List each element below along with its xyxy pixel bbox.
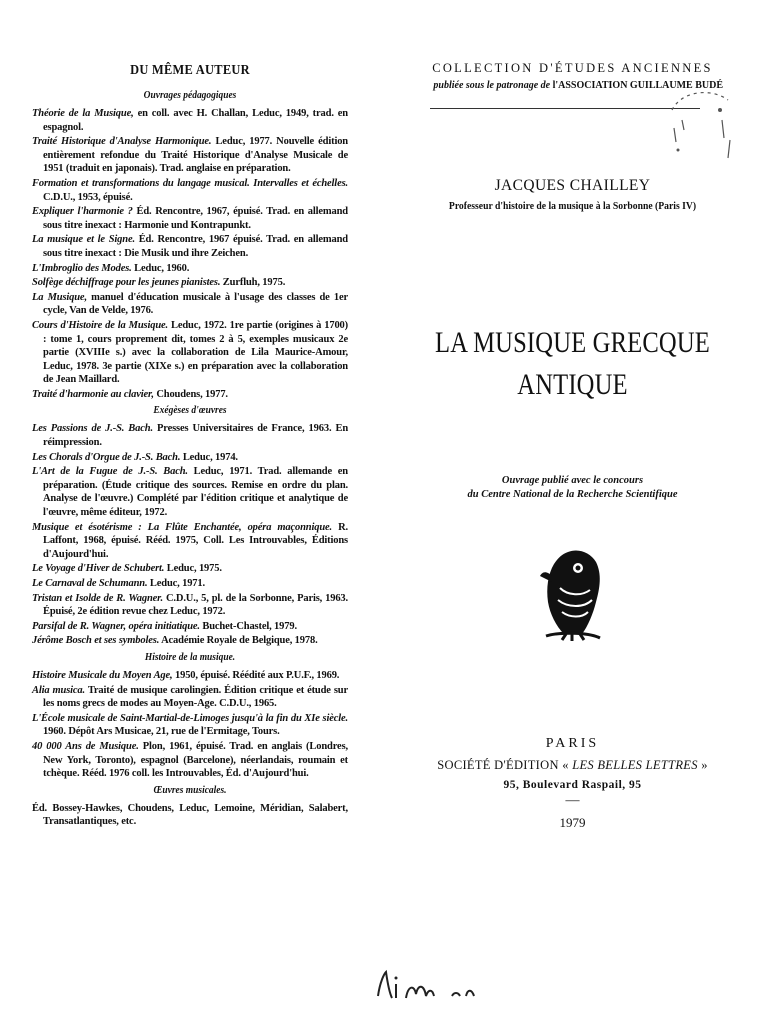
bibliography-entry	[32, 451, 348, 465]
entry-details: Buchet-Chastel, 1979.	[199, 620, 297, 632]
entry-title: Musique et ésotérisme : La Flûte Enchantée, opéra maçonnique.	[32, 521, 333, 533]
entry-title: L'Art de la Fugue de J.-S. Bach.	[32, 466, 188, 478]
entry-title: Traité d'harmonie au clavier,	[32, 388, 154, 400]
bibliography-entry	[32, 634, 348, 648]
entry-title: Théorie de la Musique,	[32, 108, 134, 119]
bibliography-entry	[32, 521, 348, 562]
entry-details: manuel d'éducation musicale à l'usage des classes de 1er cycle, Van de Velde, 1976.	[43, 291, 348, 317]
bibliography-entry	[32, 319, 348, 387]
bibliography-entry	[32, 802, 348, 829]
entry-title: Formation et transformations du langage musical. Intervalles et échelles.	[32, 177, 348, 189]
publisher-prefix: SOCIÉTÉ D'ÉDITION «	[437, 758, 573, 772]
section-heading: Histoire de la musique.	[144, 651, 236, 663]
entry-details: Académie Royale de Belgique, 1978.	[159, 635, 318, 647]
entry-details: Choudens, 1977.	[153, 388, 228, 400]
author-title: Professeur d'histoire de la musique à la Sorbonne (Paris IV)	[448, 201, 697, 212]
book-title-line-2: ANTIQUE	[517, 368, 628, 401]
bibliography-entry	[32, 388, 348, 402]
bibliography-entry	[32, 135, 348, 176]
separator-dash: —	[565, 793, 580, 808]
bibliography-sections	[32, 90, 348, 829]
entry-title: L'Imbroglio des Modes.	[32, 262, 132, 274]
bibliography-entry	[32, 562, 348, 576]
title-page	[400, 60, 745, 831]
patronage-prefix: publiée sous le patronage de	[433, 80, 553, 91]
bibliography-entry	[32, 669, 348, 683]
section-heading: Œuvres musicales.	[153, 784, 227, 796]
entry-title: 40 000 Ans de Musique.	[32, 740, 139, 752]
bibliography-entry	[32, 684, 348, 711]
bibliography-entry	[32, 592, 348, 619]
section-heading: Exégèses d'œuvres	[153, 405, 227, 417]
entry-details: Leduc, 1977. Nouvelle édition entièrement refondue du Traité Historique d'Analyse Musicale de 1951 (traduit en japonais). Trad. anglaise en préparation.	[43, 136, 348, 175]
bibliography-entry	[32, 291, 348, 318]
author-name: JACQUES CHAILLEY	[494, 177, 651, 194]
bibliography-entry	[32, 233, 348, 260]
entry-details: en coll. avec H. Challan, Leduc, 1949, trad. en espagnol.	[43, 108, 348, 133]
bibliography-entry	[32, 740, 348, 781]
entry-details: Leduc, 1971.	[147, 578, 205, 589]
collection-rule	[430, 108, 700, 109]
entry-details: Leduc, 1960.	[131, 262, 190, 274]
support-note	[400, 474, 745, 502]
entry-title: Les Chorals d'Orgue de J.-S. Bach.	[32, 451, 181, 463]
entry-details: Éd. Rencontre, 1967 épuisé. Trad. en allemand sous titre inexact : Die Musik und ihre Zeichen.	[43, 234, 348, 259]
publication-year: 1979	[559, 815, 586, 830]
publisher-address: 95, Boulevard Raspail, 95	[503, 779, 642, 791]
entry-title: Expliquer l'harmonie ?	[32, 206, 133, 218]
entry-title: L'École musicale de Saint-Martial-de-Limoges jusqu'à la fin du XIe siècle.	[32, 712, 348, 724]
entry-title: Solfège déchiffrage pour les jeunes pianistes.	[32, 277, 221, 289]
entry-title: Les Passions de J.-S. Bach.	[32, 423, 153, 435]
section-heading: Ouvrages pédagogiques	[143, 90, 237, 101]
entry-details: Leduc, 1971. Trad. allemande en préparation. (Étude critique des sources. Remise en ordre du plan. Analyse de l'œuvre.) Complété par l'édition critique et analytique de l'œuvre, même éditeur, 1972.	[43, 466, 348, 519]
entry-title: Parsifal de R. Wagner, opéra initiatique.	[32, 620, 200, 632]
bibliography-entry	[32, 577, 348, 591]
bibliography-entry	[32, 177, 348, 204]
entry-details: Éd. Rencontre, 1967, épuisé. Trad. en allemand sous titre inexact : Harmonie und Kontrapunkt.	[43, 206, 348, 231]
entry-details: 1960. Dépôt Ars Musicae, 21, rue de l'Ermitage, Tours.	[43, 726, 280, 738]
support-note-line-2: du Centre National de la Recherche Scientifique	[467, 489, 678, 500]
bibliography-entry	[32, 422, 348, 449]
entry-details: Plon, 1961, épuisé. Trad. en anglais (Londres, New York, Toronto), espagnol (Barcelone), néerlandais, roumain et tchèque. Rééd. 1976 coll. les Introuvables, Éd. d'Aujourd'hui.	[43, 740, 348, 780]
publisher-suffix: »	[697, 758, 708, 772]
support-note-line-1: Ouvrage publié avec le concours	[501, 475, 644, 486]
entry-details: Leduc, 1975.	[164, 563, 222, 575]
bibliography-heading: DU MÊME AUTEUR	[130, 62, 250, 77]
entry-details: Leduc, 1974.	[180, 451, 238, 463]
publisher-line	[400, 758, 745, 773]
entry-details: C.D.U., 1953, épuisé.	[43, 191, 133, 203]
entry-details: Traité de musique carolingien. Édition critique et étude sur les noms grecs de modes au Moyen-Age. C.D.U., 1965.	[43, 684, 348, 710]
publisher-name: LES BELLES LETTRES	[572, 758, 698, 772]
bibliography-entry	[32, 276, 348, 290]
entry-title: La musique et le Signe.	[32, 234, 135, 246]
entry-title: La Musique,	[32, 291, 87, 303]
entry-title: Le Voyage d'Hiver de Schubert.	[32, 563, 165, 575]
bibliography-column	[32, 62, 348, 830]
bibliography-entry	[32, 465, 348, 519]
bibliography-entry	[32, 107, 348, 134]
library-stamp	[662, 80, 742, 170]
entry-title: Le Carnaval de Schumann.	[32, 578, 148, 589]
entry-details: Zurfluh, 1975.	[220, 277, 286, 289]
owl-icon	[538, 546, 608, 642]
entry-details: R. Laffont, 1968, épuisé. Rééd. 1975, Coll. Les Introuvables, Éditions d'Aujourd'hui.	[43, 521, 348, 560]
entry-title: Traité Historique d'Analyse Harmonique.	[32, 136, 212, 148]
collection-name: COLLECTION D'ÉTUDES ANCIENNES	[432, 60, 713, 75]
patronage-organization: l'ASSOCIATION GUILLAUME BUDÉ	[552, 80, 723, 91]
entry-details: 1950, épuisé. Réédité aux P.U.F., 1969.	[172, 669, 340, 681]
entry-title: Histoire Musicale du Moyen Age,	[32, 669, 173, 681]
entry-details: Leduc, 1972. 1re partie (origines à 1700) : tome 1, cours proprement dit, tomes 2 à 5, exemples musicaux 2e partie (XVIIIe s.) avec la collaboration de Lila Maurice-Amour, Leduc, 1978. 3e partie (XIXe s.) en préparation avec la collaboration de Jean Maillard.	[43, 319, 348, 386]
entry-title: Cours d'Histoire de la Musique.	[32, 319, 168, 331]
entry-title: Jérôme Bosch et ses symboles.	[32, 635, 160, 647]
entry-details: C.D.U., 5, pl. de la Sorbonne, Paris, 1963. Épuisé, 2e édition revue chez Leduc, 1972.	[43, 592, 348, 618]
bibliography-entry	[32, 262, 348, 276]
entry-details: Presses Universitaires de France, 1963. En réimpression.	[43, 423, 349, 449]
publisher-city: PARIS	[545, 736, 600, 751]
handwritten-signature	[372, 966, 492, 1006]
entry-title: Tristan et Isolde de R. Wagner.	[32, 592, 163, 604]
entry-title: Alia musica.	[32, 684, 86, 696]
book-title	[431, 322, 714, 406]
bibliography-entry	[32, 205, 348, 232]
book-title-line-1: LA MUSIQUE GRECQUE	[435, 326, 710, 359]
bibliography-entry	[32, 620, 348, 634]
entry-details: Éd. Bossey-Hawkes, Choudens, Leduc, Lemoine, Méridian, Salabert, Transatlantiques, etc.	[32, 802, 348, 828]
bibliography-entry	[32, 712, 348, 739]
